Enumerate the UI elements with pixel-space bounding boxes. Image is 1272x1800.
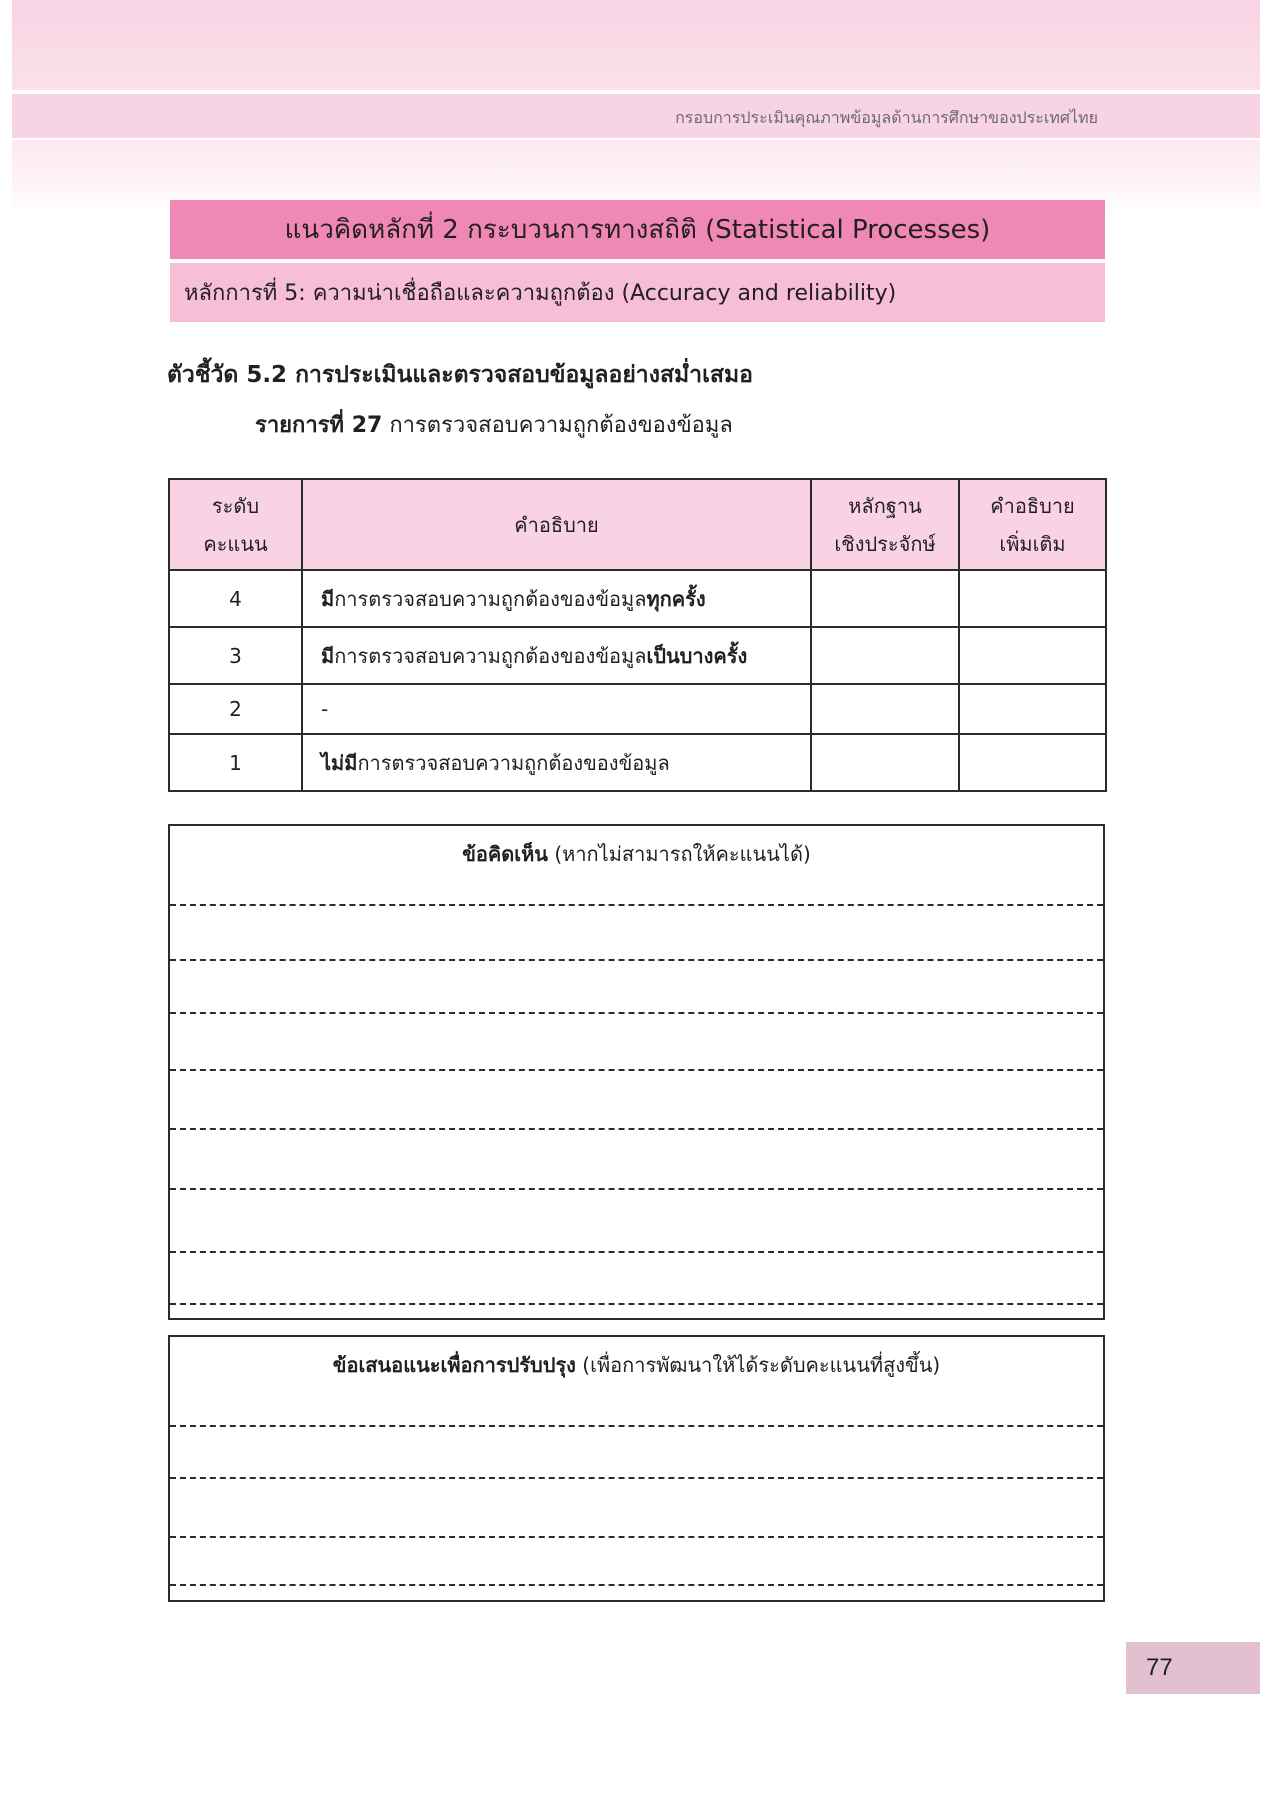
suggestions-title: ข้อเสนอแนะเพื่อการปรับปรุง (เพื่อการพัฒนาให้ได้ระดับคะแนนที่สูงขึ้น) (332, 1353, 941, 1377)
score-cell: 3 (169, 627, 302, 684)
concept-title: แนวคิดหลักที่ 2 กระบวนการทางสถิติ (Statistical Processes) (284, 215, 991, 245)
comment-writing-line (170, 1012, 1103, 1014)
header-score-level: ระดับ คะแนน (169, 479, 302, 570)
suggestions-box[interactable] (168, 1335, 1105, 1602)
comment-writing-line (170, 1188, 1103, 1190)
suggestion-writing-line (170, 1536, 1103, 1538)
comments-box[interactable] (168, 824, 1105, 1320)
header-extra-description: คำอธิบาย เพิ่มเติม (959, 479, 1106, 570)
score-cell: 2 (169, 684, 302, 734)
item-title (255, 407, 733, 442)
comment-writing-line (170, 1251, 1103, 1253)
running-header (12, 94, 1260, 138)
comment-writing-line (170, 1128, 1103, 1130)
table-header-row (169, 479, 1106, 570)
comment-writing-line (170, 1069, 1103, 1071)
extra-description-cell[interactable] (959, 684, 1106, 734)
description-cell: มีการตรวจสอบความถูกต้องของข้อมูลเป็นบางครั้ง (302, 627, 811, 684)
description-cell: มีการตรวจสอบความถูกต้องของข้อมูลทุกครั้ง (302, 570, 811, 627)
evidence-cell[interactable] (811, 734, 959, 791)
description-cell: ไม่มีการตรวจสอบความถูกต้องของข้อมูล (302, 734, 811, 791)
header-evidence: หลักฐาน เชิงประจักษ์ (811, 479, 959, 570)
comment-writing-line (170, 1303, 1103, 1305)
suggestion-writing-line (170, 1477, 1103, 1479)
header-description: คำอธิบาย (302, 479, 811, 570)
evidence-cell[interactable] (811, 627, 959, 684)
comment-writing-line (170, 959, 1103, 961)
principle-title-banner (170, 263, 1105, 322)
top-decorative-band (12, 0, 1260, 90)
extra-description-cell[interactable] (959, 627, 1106, 684)
concept-title-banner (170, 200, 1105, 259)
table-row (169, 734, 1106, 791)
indicator-title: ตัวชี้วัด 5.2 การประเมินและตรวจสอบข้อมูลอย่างสม่ำเสมอ (167, 362, 753, 388)
table-row (169, 570, 1106, 627)
score-cell: 4 (169, 570, 302, 627)
scoring-rubric-table (168, 478, 1107, 792)
extra-description-cell[interactable] (959, 734, 1106, 791)
description-cell: - (302, 684, 811, 734)
evidence-cell[interactable] (811, 684, 959, 734)
comment-writing-line (170, 904, 1103, 906)
item-label: รายการที่ 27 (255, 413, 383, 438)
suggestion-writing-line (170, 1425, 1103, 1427)
comments-title: ข้อคิดเห็น (หากไม่สามารถให้คะแนนได้) (462, 842, 811, 866)
table-row (169, 627, 1106, 684)
principle-title: หลักการที่ 5: ความน่าเชื่อถือและความถูกต้อง (Accuracy and reliability) (184, 281, 897, 306)
extra-description-cell[interactable] (959, 570, 1106, 627)
item-text: การตรวจสอบความถูกต้องของข้อมูล (382, 413, 733, 438)
suggestion-writing-line (170, 1584, 1103, 1586)
table-row (169, 684, 1106, 734)
score-cell: 1 (169, 734, 302, 791)
running-header-text: กรอบการประเมินคุณภาพข้อมูลด้านการศึกษาของประเทศไทย (675, 108, 1098, 127)
page-number: 77 (1126, 1642, 1260, 1694)
evidence-cell[interactable] (811, 570, 959, 627)
